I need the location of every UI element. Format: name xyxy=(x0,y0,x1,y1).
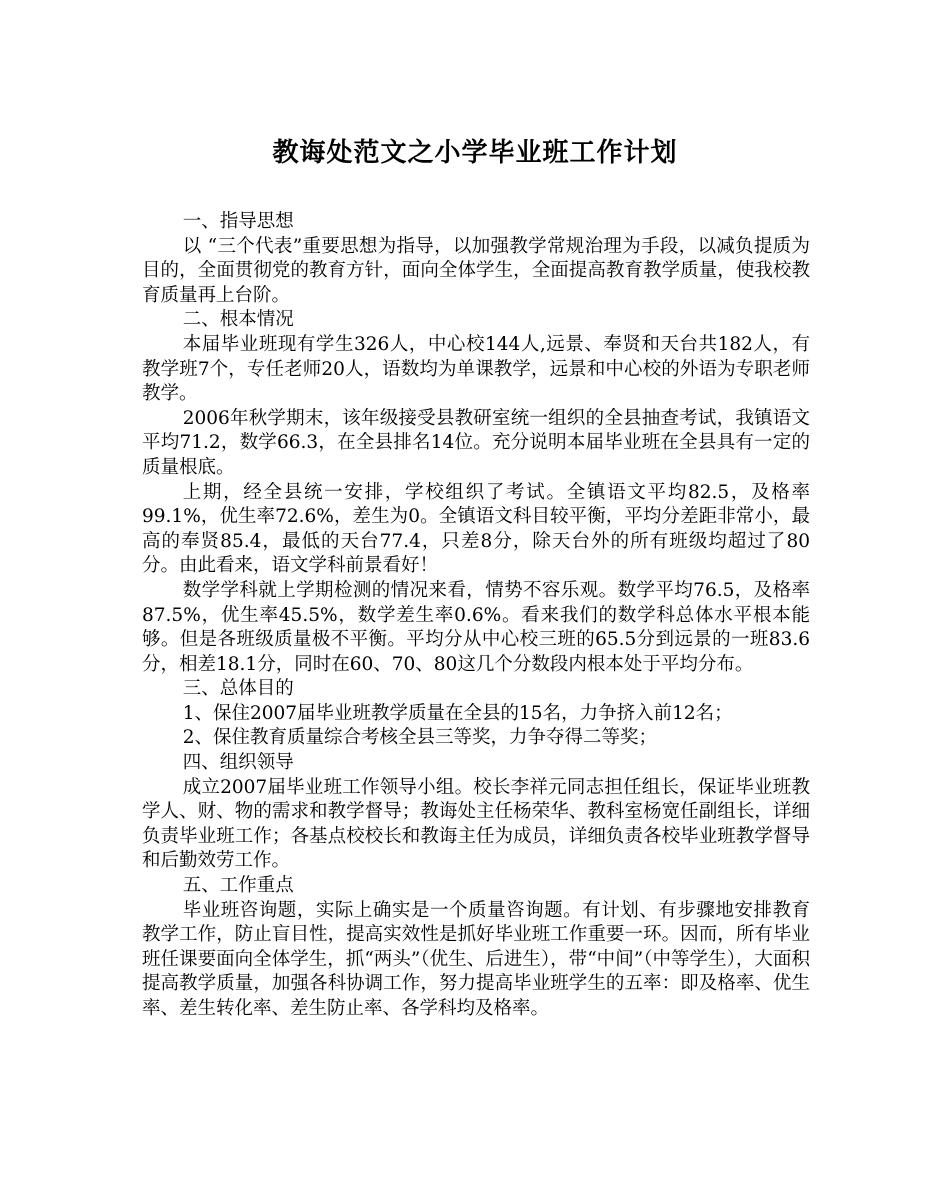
paragraph-goal-1: 1、保住2007届毕业班教学质量在全县的15名，力争挤入前12名； xyxy=(182,702,733,724)
paragraph-work-focus: 毕业班咨询题，实际上确实是一个质量咨询题。有计划、有步骤地安排教育教学工作，防止盲目性，提高实效性是抓好毕业班工作重要一环。因而，所有毕业班任课要面向全体学生，抓“两头”（优生、后进生），带“中间”（中等学生），大面积提高教学质量，加强各科协调工作，努力提高毕业班学生的五率：即及格率、优生率、差生转化率、差生防止率、各学科均及格率。 xyxy=(142,899,810,1019)
paragraph-2006-exam: 2006年秋学期末，该年级接受县教研室统一组织的全县抽查考试，我镇语文平均71.2，数学66.3，在全县排名14位。充分说明本届毕业班在全县具有一定的质量根底。 xyxy=(142,407,810,478)
paragraph-student-count: 本届毕业班现有学生326人，中心校144人,远景、奉贤和天台共182人，有教学班7个，专任老师20人，语数均为单课教学，远景和中心校的外语为专职老师教学。 xyxy=(142,333,810,405)
section-heading-basic-situation: 二、根本情况 xyxy=(182,309,294,331)
paragraph-chinese-results: 上期，经全县统一安排，学校组织了考试。全镇语文平均82.5，及格率99.1%，优生率72.6%，差生为0。全镇语文科目较平衡，平均分差距非常小，最高的奉贤85.4，最低的天台77.4，只差8分，除天台外的所有班级均超过了80分。由此看来，语文学科前景看好！ xyxy=(142,481,810,577)
document-title: 教诲处范文之小学毕业班工作计划 xyxy=(272,138,678,168)
paragraph-guiding-thought: 以 “三个代表”重要思想为指导，以加强教学常规治理为手段，以减负提质为目的，全面贯彻党的教育方针，面向全体学生，全面提高教育教学质量，使我校教育质量再上台阶。 xyxy=(142,235,810,306)
paragraph-goal-2: 2、保住教育质量综合考核全县三等奖，力争夺得二等奖； xyxy=(182,727,657,749)
section-heading-work-focus: 五、工作重点 xyxy=(182,875,294,897)
document-body xyxy=(142,210,810,1022)
paragraph-math-results: 数学学科就上学期检测的情况来看，情势不容乐观。数学平均76.5，及格率87.5%，优生率45.5%，数学差生率0.6%。看来我们的数学科总体水平根本能够。但是各班级质量极不平衡。平均分从中心校三班的65.5分到远景的一班83.6分，相差18.1分，同时在60、70、80这几个分数段内根本处于平均分布。 xyxy=(142,579,810,675)
section-heading-leadership: 四、组织领导 xyxy=(182,752,294,774)
section-heading-guiding-thought: 一、指导思想 xyxy=(182,211,294,232)
section-heading-overall-goals: 三、总体目的 xyxy=(182,678,294,700)
paragraph-leadership-group: 成立2007届毕业班工作领导小组。校长李祥元同志担任组长，保证毕业班教学人、财、物的需求和教学督导；教诲处主任杨荣华、教科室杨宽任副组长，详细负责毕业班工作；各基点校校长和教诲主任为成员，详细负责各校毕业班教学督导和后勤效劳工作。 xyxy=(142,776,810,872)
